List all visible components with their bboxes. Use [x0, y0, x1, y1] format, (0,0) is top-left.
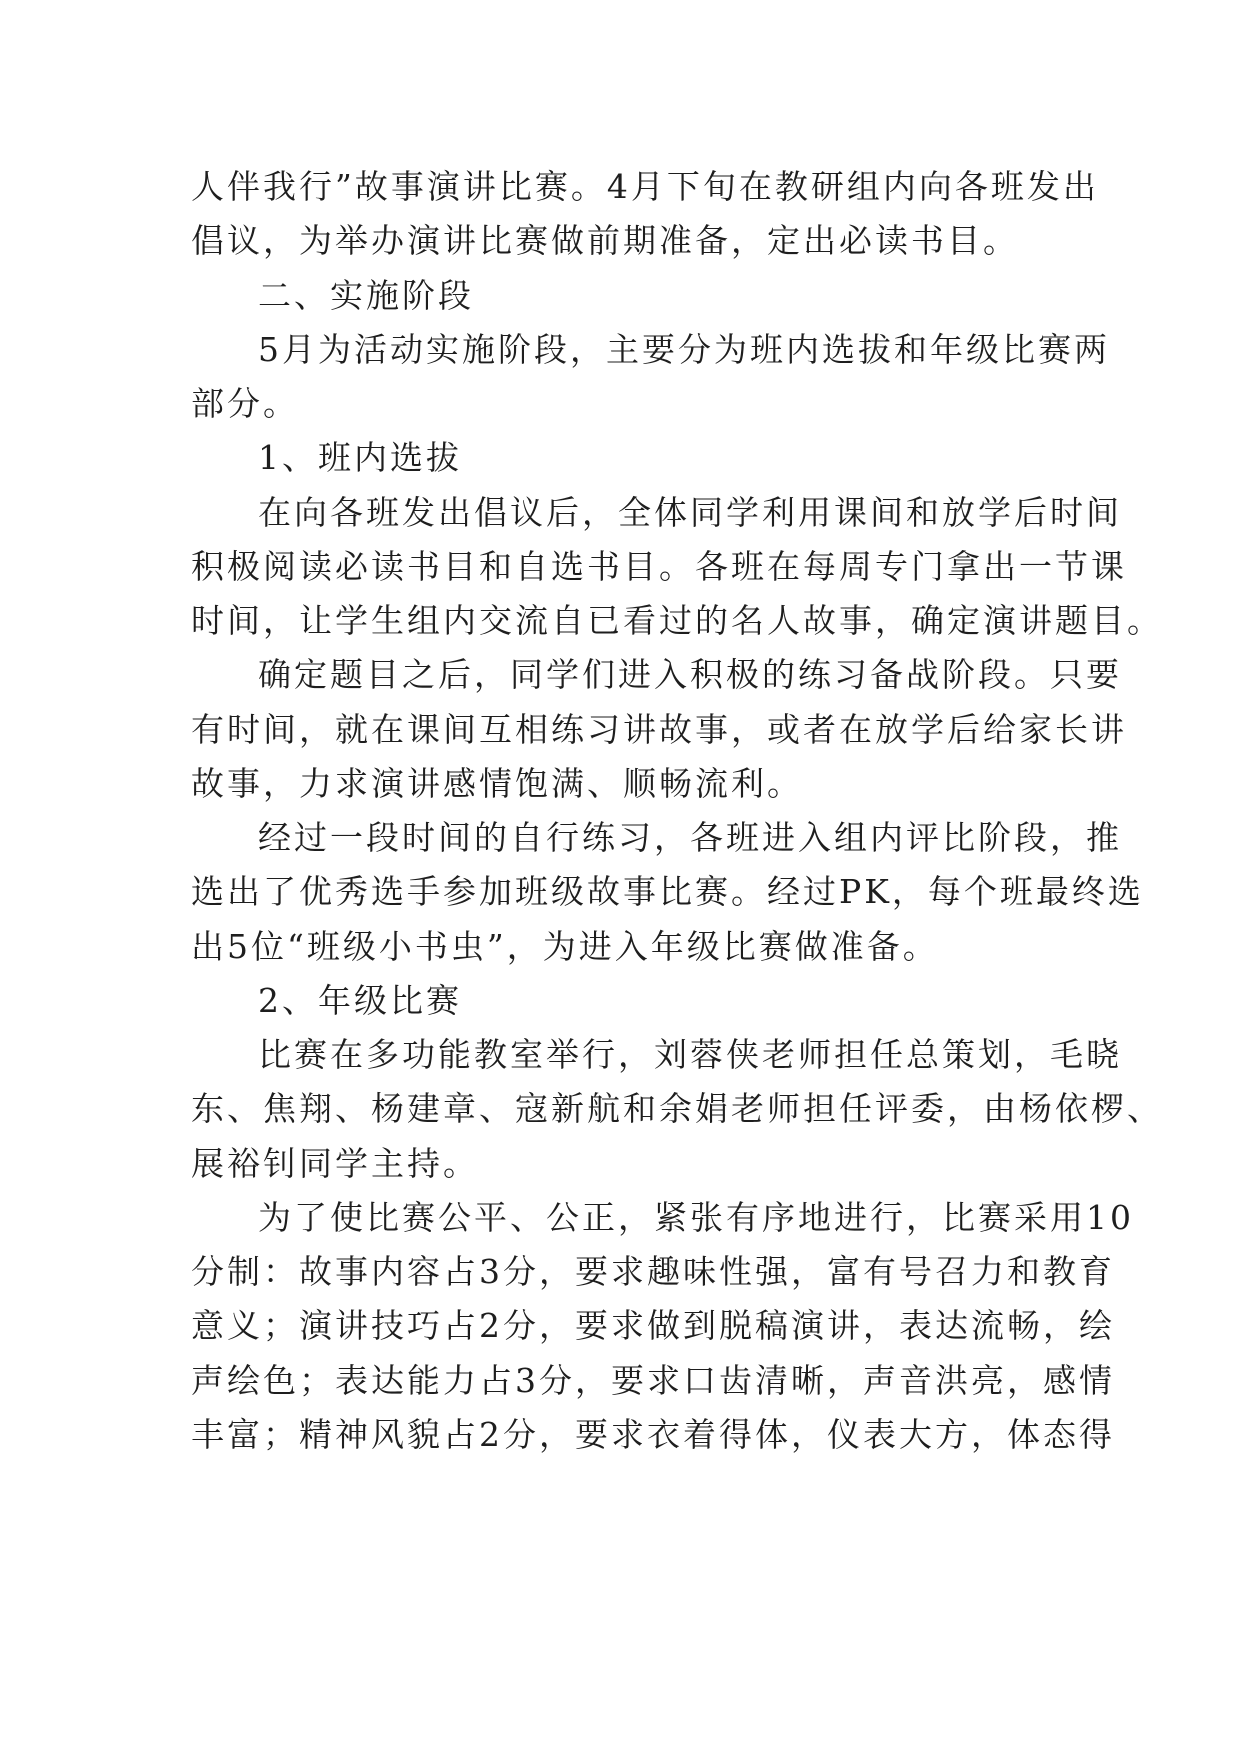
paragraph-line: 确定题目之后，同学们进入积极的练习备战阶段。只要: [258, 655, 1122, 694]
paragraph-line: 5月为活动实施阶段，主要分为班内选拔和年级比赛两: [258, 330, 1110, 369]
paragraph-line: 展裕钊同学主持。: [191, 1144, 479, 1183]
paragraph-line: 选出了优秀选手参加班级故事比赛。经过PK，每个班最终选: [191, 872, 1144, 911]
paragraph-line: 声绘色；表达能力占3分，要求口齿清晰，声音洪亮，感情: [191, 1361, 1115, 1400]
paragraph-line: 时间，让学生组内交流自已看过的名人故事，确定演讲题目。: [191, 601, 1163, 640]
paragraph-line: 分制：故事内容占3分，要求趣味性强，富有号召力和教育: [191, 1252, 1115, 1291]
paragraph-line: 有时间，就在课间互相练习讲故事，或者在放学后给家长讲: [191, 710, 1127, 749]
subsection-heading: 1、班内选拔: [258, 438, 462, 477]
paragraph-line: 为了使比赛公平、公正，紧张有序地进行，比赛采用10: [258, 1198, 1134, 1237]
paragraph-line: 意义；演讲技巧占2分，要求做到脱稿演讲，表达流畅，绘: [191, 1306, 1115, 1345]
subsection-heading: 2、年级比赛: [258, 981, 462, 1020]
paragraph-line: 人伴我行”故事演讲比赛。4月下旬在教研组内向各班发出: [191, 167, 1099, 206]
paragraph-line: 积极阅读必读书目和自选书目。各班在每周专门拿出一节课: [191, 547, 1127, 586]
paragraph-line: 在向各班发出倡议后，全体同学利用课间和放学后时间: [258, 493, 1122, 532]
paragraph-line: 故事，力求演讲感情饱满、顺畅流利。: [191, 764, 803, 803]
paragraph-line: 经过一段时间的自行练习，各班进入组内评比阶段，推: [258, 818, 1122, 857]
section-heading: 二、实施阶段: [258, 276, 474, 315]
paragraph-line: 比赛在多功能教室举行，刘蓉侠老师担任总策划，毛晓: [258, 1035, 1122, 1074]
paragraph-line: 东、焦翔、杨建章、寇新航和余娟老师担任评委，由杨依椤、: [191, 1089, 1163, 1128]
paragraph-line: 丰富；精神风貌占2分，要求衣着得体，仪表大方，体态得: [191, 1415, 1115, 1454]
paragraph-line: 倡议，为举办演讲比赛做前期准备，定出必读书目。: [191, 221, 1019, 260]
paragraph-line: 部分。: [191, 384, 299, 423]
paragraph-line: 出5位“班级小书虫”，为进入年级比赛做准备。: [191, 927, 939, 966]
